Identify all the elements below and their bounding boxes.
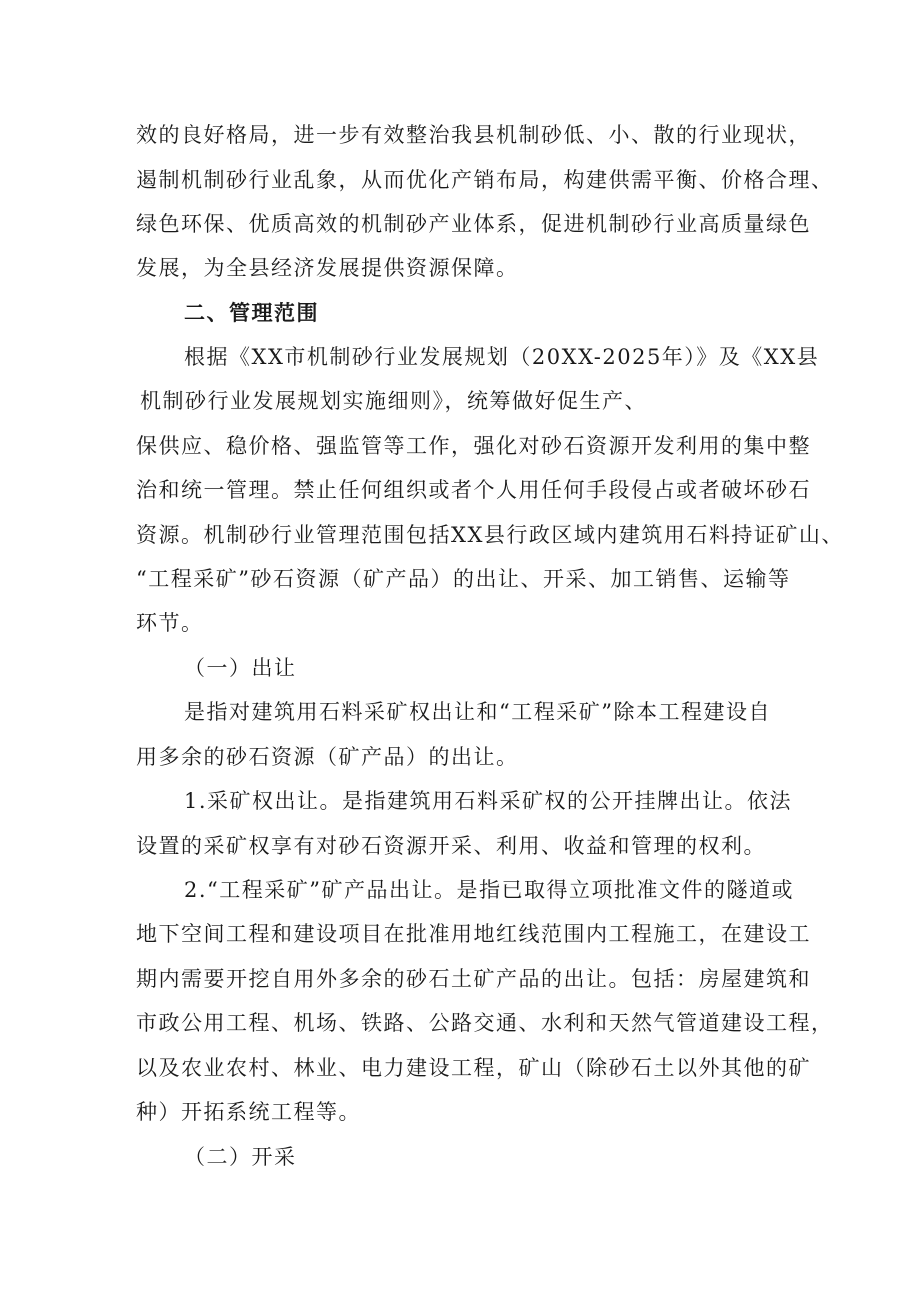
section-heading: 二、管理范围 xyxy=(184,301,319,325)
paragraph-line: 保供应、稳价格、强监管等工作，强化对砂石资源开发利用的集中整 xyxy=(136,434,811,458)
paragraph-line: 是指对建筑用石料采矿权出让和“工程采矿”除本工程建设自 xyxy=(184,700,771,724)
paragraph-line: 机制砂行业发展规划实施细则》，统筹做好促生产、 xyxy=(140,389,647,413)
paragraph-line: 2.“工程采矿”矿产品出让。是指已取得立项批准文件的隧道或 xyxy=(184,878,795,902)
paragraph-line: 以及农业农村、林业、电力建设工程，矿山（除砂石土以外其他的矿 xyxy=(136,1056,811,1080)
paragraph-line: 期内需要开挖自用外多余的砂石土矿产品的出让。包括：房屋建筑和 xyxy=(136,967,811,991)
paragraph-line: 发展，为全县经济发展提供资源保障。 xyxy=(136,256,519,280)
subsection-heading: （二）开采 xyxy=(184,1145,297,1169)
paragraph-line: “工程采矿”砂石资源（矿产品）的出让、开采、加工销售、运输等 xyxy=(136,567,791,591)
paragraph-line: 绿色环保、优质高效的机制砂产业体系，促进机制砂行业高质量绿色 xyxy=(136,212,811,236)
paragraph-line: 资源。机制砂行业管理范围包括XX县行政区域内建筑用石料持证矿山、 xyxy=(136,523,844,547)
paragraph-line: 设置的采矿权享有对砂石资源开采、利用、收益和管理的权利。 xyxy=(136,834,766,858)
paragraph-line: 治和统一管理。禁止任何组织或者个人用任何手段侵占或者破坏砂石 xyxy=(136,478,811,502)
paragraph-line: 地下空间工程和建设项目在批准用地红线范围内工程施工，在建设工 xyxy=(136,922,811,946)
paragraph-line: 市政公用工程、机场、铁路、公路交通、水利和天然气管道建设工程， xyxy=(136,1011,834,1035)
paragraph-line: 环节。 xyxy=(136,611,204,635)
paragraph-line: 遏制机制砂行业乱象，从而优化产销布局，构建供需平衡、价格合理、 xyxy=(136,168,834,192)
paragraph-line: 用多余的砂石资源（矿产品）的出让。 xyxy=(136,745,519,769)
subsection-heading: （一）出让 xyxy=(184,656,297,680)
paragraph-line: 效的良好格局，进一步有效整治我县机制砂低、小、散的行业现状， xyxy=(136,123,811,147)
paragraph-line: 根据《XX市机制砂行业发展规划（20XX-2025年）》及《XX县 xyxy=(184,345,820,369)
paragraph-line: 1.采矿权出让。是指建筑用石料采矿权的公开挂牌出让。依法 xyxy=(184,789,793,813)
paragraph-line: 种）开拓系统工程等。 xyxy=(136,1100,361,1124)
